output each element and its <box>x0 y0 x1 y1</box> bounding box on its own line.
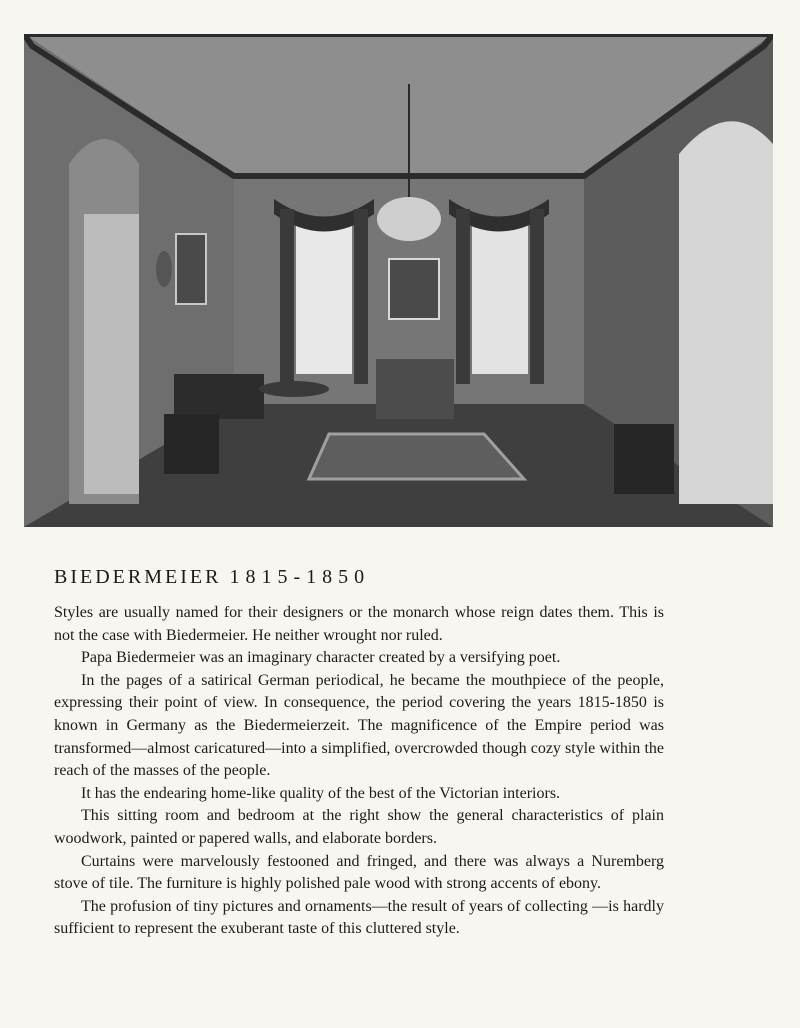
paragraph: The profusion of tiny pictures and ornaments—the result of years of collecting —is hardly sufficient to represent the exuberant taste of this cluttered style. <box>54 897 664 938</box>
portrait-frame <box>389 259 439 319</box>
sofa <box>174 374 264 419</box>
armchair <box>164 414 219 474</box>
section-heading <box>54 566 754 589</box>
paragraph: In the pages of a satirical German periodical, he became the mouthpiece of the people, expressing their point of view. In consequence, the period covering the years 1815-1850 is known in Germany as the Biedermeierzeit. The magnificence of the Empire period was transformed—almost caricatured—into a simplified, overcrowded though cozy style within the reach of the masses of the people. <box>54 671 664 780</box>
rug <box>309 434 524 479</box>
left-window <box>296 224 352 374</box>
paragraph: Curtains were marvelously festooned and fringed, and there was always a Nuremberg stove of tile. The furniture is highly polished pale wood with strong accents of ebony. <box>54 852 664 893</box>
curtain <box>354 209 368 384</box>
cabinet <box>376 359 454 419</box>
paragraph: It has the endearing home-like quality of the best of the Victorian interiors. <box>81 784 561 802</box>
heading-title: BIEDERMEIER <box>54 566 222 588</box>
doorway <box>679 121 773 504</box>
paragraph: Styles are usually named for their designers or the monarch whose reign dates them. This is not the case with Biedermeier. He neither wrought nor ruled. <box>54 604 664 644</box>
armchair <box>614 424 674 494</box>
paragraph: Papa Biedermeier was an imaginary character created by a versifying poet. <box>81 649 561 667</box>
wall-picture <box>156 251 172 287</box>
right-window <box>472 224 528 374</box>
curtain <box>530 209 544 384</box>
wall-picture <box>176 234 206 304</box>
chandelier <box>377 197 441 241</box>
paragraph: This sitting room and bedroom at the right show the general characteristics of plain woodwork, painted or papered walls, and elaborate borders. <box>54 807 664 847</box>
curtain <box>456 209 470 384</box>
round-table <box>259 381 329 397</box>
body-text <box>54 602 664 941</box>
tile-stove <box>84 214 139 494</box>
curtain <box>280 209 294 384</box>
room-photograph <box>24 34 773 527</box>
heading-years: 1815-1850 <box>229 566 371 588</box>
room-photograph-drawing <box>24 34 773 527</box>
